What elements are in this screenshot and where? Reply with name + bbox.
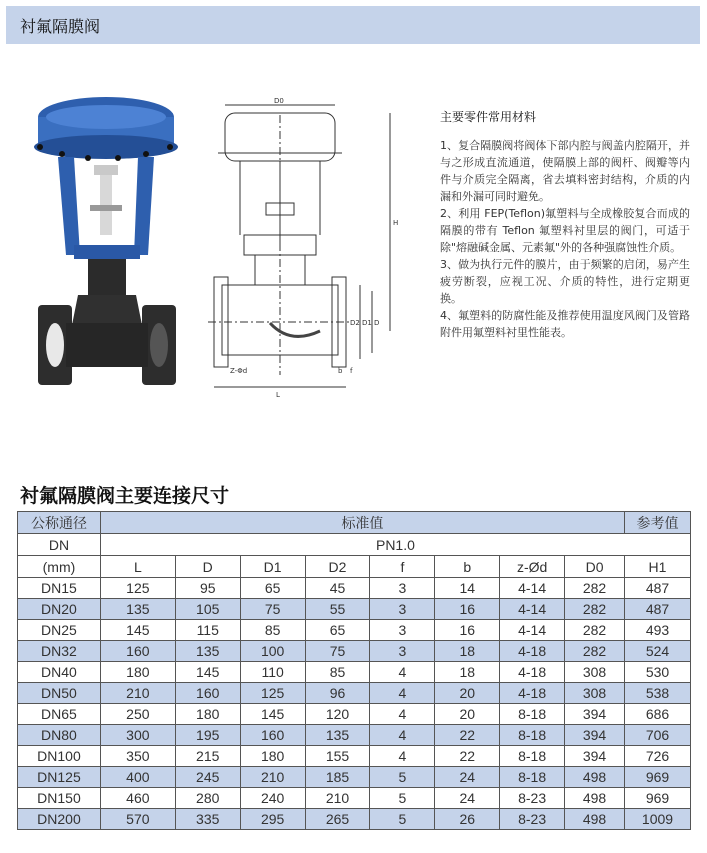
column-header: L xyxy=(100,556,175,578)
table-cell: 160 xyxy=(100,641,175,662)
column-header: z-Ød xyxy=(500,556,565,578)
table-cell: 5 xyxy=(370,809,435,830)
table-cell: 135 xyxy=(305,725,370,746)
table-row xyxy=(18,683,691,704)
dimension-drawing xyxy=(200,95,420,405)
table-cell: 20 xyxy=(435,704,500,725)
table-cell: 3 xyxy=(370,578,435,599)
table-cell: 65 xyxy=(305,620,370,641)
materials-paragraph: 2、利用 FEP(Teflon)氟塑料与全成橡胶复合而成的隔膜的带有 Teflon 氟塑料衬里层的阀门，可适于除"熔融碱金属、元素氟"外的各种强腐蚀性介质。 xyxy=(440,207,690,254)
table-cell: 8-18 xyxy=(500,767,565,788)
materials-paragraph: 4、氟塑料的防腐性能及推荐使用温度风阀门及管路附件用氟塑料衬里性能表。 xyxy=(440,309,690,339)
d-label: D xyxy=(374,319,380,327)
column-header: H1 xyxy=(624,556,690,578)
table-cell: 145 xyxy=(240,704,305,725)
standard-header: 标准值 xyxy=(100,512,624,534)
table-cell: 8-18 xyxy=(500,746,565,767)
table-cell: 538 xyxy=(624,683,690,704)
table-cell: 4 xyxy=(370,725,435,746)
table-cell: 4-18 xyxy=(500,683,565,704)
table-cell: 180 xyxy=(175,704,240,725)
table-row xyxy=(18,599,691,620)
table-cell: 4-14 xyxy=(500,620,565,641)
table-cell: 4-14 xyxy=(500,578,565,599)
table-cell: 282 xyxy=(565,599,625,620)
table-cell: 4 xyxy=(370,746,435,767)
d1-label: D1 xyxy=(362,319,372,327)
table-cell: 210 xyxy=(305,788,370,809)
table-cell: 20 xyxy=(435,683,500,704)
table-cell: 280 xyxy=(175,788,240,809)
table-cell: 282 xyxy=(565,641,625,662)
table-cell: 498 xyxy=(565,788,625,809)
table-cell: 394 xyxy=(565,725,625,746)
table-cell: 75 xyxy=(305,641,370,662)
table-cell: 22 xyxy=(435,725,500,746)
table-cell: 95 xyxy=(175,578,240,599)
table-cell: 18 xyxy=(435,641,500,662)
table-cell: 487 xyxy=(624,578,690,599)
column-header: f xyxy=(370,556,435,578)
table-cell: 4-18 xyxy=(500,662,565,683)
table-row xyxy=(18,746,691,767)
table-cell: 394 xyxy=(565,746,625,767)
table-cell: 160 xyxy=(175,683,240,704)
table-cell: 969 xyxy=(624,788,690,809)
column-header: b xyxy=(435,556,500,578)
table-row xyxy=(18,767,691,788)
table-cell: 26 xyxy=(435,809,500,830)
h-label: H xyxy=(393,219,399,227)
table-cell: 85 xyxy=(240,620,305,641)
row-dn-cell: DN200 xyxy=(18,809,101,830)
table-cell: 8-23 xyxy=(500,788,565,809)
row-dn-cell: DN15 xyxy=(18,578,101,599)
b-label: b xyxy=(338,367,343,375)
table-cell: 8-23 xyxy=(500,809,565,830)
table-cell: 16 xyxy=(435,599,500,620)
table-cell: 100 xyxy=(240,641,305,662)
table-cell: 530 xyxy=(624,662,690,683)
table-cell: 1009 xyxy=(624,809,690,830)
table-cell: 180 xyxy=(100,662,175,683)
table-cell: 210 xyxy=(100,683,175,704)
table-cell: 115 xyxy=(175,620,240,641)
row-dn-cell: DN100 xyxy=(18,746,101,767)
table-cell: 210 xyxy=(240,767,305,788)
table-cell: 460 xyxy=(100,788,175,809)
valve-photo xyxy=(18,95,193,405)
table-cell: 180 xyxy=(240,746,305,767)
table-cell: 75 xyxy=(240,599,305,620)
row-dn-cell: DN125 xyxy=(18,767,101,788)
table-cell: 350 xyxy=(100,746,175,767)
table-row xyxy=(18,788,691,809)
table-cell: 308 xyxy=(565,662,625,683)
table-row xyxy=(18,704,691,725)
table-cell: 8-18 xyxy=(500,704,565,725)
nominal-header-dn: DN xyxy=(18,534,101,556)
table-cell: 300 xyxy=(100,725,175,746)
reference-header: 参考值 xyxy=(624,512,690,534)
table-cell: 85 xyxy=(305,662,370,683)
table-row xyxy=(18,620,691,641)
table-cell: 185 xyxy=(305,767,370,788)
table-cell: 8-18 xyxy=(500,725,565,746)
table-row xyxy=(18,641,691,662)
table-cell: 22 xyxy=(435,746,500,767)
table-cell: 145 xyxy=(100,620,175,641)
table-row xyxy=(18,809,691,830)
d2-label: D2 xyxy=(350,319,360,327)
dimension-table xyxy=(17,511,691,830)
table-cell: 145 xyxy=(175,662,240,683)
table-cell: 4 xyxy=(370,704,435,725)
table-cell: 24 xyxy=(435,788,500,809)
materials-heading: 主要零件常用材料 xyxy=(440,110,537,124)
row-dn-cell: DN80 xyxy=(18,725,101,746)
table-cell: 969 xyxy=(624,767,690,788)
table-cell: 3 xyxy=(370,641,435,662)
table-cell: 24 xyxy=(435,767,500,788)
table-title: 衬氟隔膜阀主要连接尺寸 xyxy=(20,485,230,507)
table-cell: 18 xyxy=(435,662,500,683)
table-cell: 4-14 xyxy=(500,599,565,620)
table-cell: 308 xyxy=(565,683,625,704)
table-row xyxy=(18,578,691,599)
table-row xyxy=(18,662,691,683)
table-cell: 245 xyxy=(175,767,240,788)
table-cell: 135 xyxy=(175,641,240,662)
table-cell: 16 xyxy=(435,620,500,641)
table-cell: 4-18 xyxy=(500,641,565,662)
table-cell: 282 xyxy=(565,578,625,599)
table-cell: 498 xyxy=(565,767,625,788)
materials-paragraph: 3、做为执行元件的膜片，由于频繁的启闭，易产生疲劳断裂，应视工况、介质的特性，进行定期更换。 xyxy=(440,258,690,305)
table-cell: 135 xyxy=(100,599,175,620)
nominal-header: 公称通径 xyxy=(18,512,101,534)
materials-paragraph: 1、复合隔膜阀将阀体下部内腔与阀盖内腔隔开，并与之形成直流通道，使隔膜上部的阀杆、阀瓣等内件与介质完全隔离，省去填料密封结构，介质的内漏和外漏可同时避免。 xyxy=(440,139,690,203)
table-cell: 5 xyxy=(370,788,435,809)
title-bar xyxy=(6,6,700,44)
column-header: D1 xyxy=(240,556,305,578)
table-cell: 155 xyxy=(305,746,370,767)
table-cell: 14 xyxy=(435,578,500,599)
row-dn-cell: DN40 xyxy=(18,662,101,683)
zd-label: Z-Φd xyxy=(230,367,248,375)
table-cell: 524 xyxy=(624,641,690,662)
table-cell: 240 xyxy=(240,788,305,809)
row-dn-cell: DN65 xyxy=(18,704,101,725)
table-cell: 3 xyxy=(370,620,435,641)
column-header: D2 xyxy=(305,556,370,578)
table-cell: 160 xyxy=(240,725,305,746)
table-cell: 55 xyxy=(305,599,370,620)
l-label: L xyxy=(276,391,280,399)
table-cell: 4 xyxy=(370,683,435,704)
materials-section xyxy=(440,108,690,341)
table-cell: 706 xyxy=(624,725,690,746)
table-cell: 45 xyxy=(305,578,370,599)
table-cell: 3 xyxy=(370,599,435,620)
table-cell: 65 xyxy=(240,578,305,599)
table-cell: 487 xyxy=(624,599,690,620)
f-label: f xyxy=(350,367,353,375)
row-dn-cell: DN50 xyxy=(18,683,101,704)
row-dn-cell: DN25 xyxy=(18,620,101,641)
row-dn-cell: DN32 xyxy=(18,641,101,662)
table-cell: 125 xyxy=(100,578,175,599)
table-cell: 250 xyxy=(100,704,175,725)
table-cell: 265 xyxy=(305,809,370,830)
table-cell: 295 xyxy=(240,809,305,830)
table-cell: 125 xyxy=(240,683,305,704)
page-title: 衬氟隔膜阀 xyxy=(20,17,101,36)
table-cell: 394 xyxy=(565,704,625,725)
nominal-header-unit: (mm) xyxy=(18,556,101,578)
table-cell: 335 xyxy=(175,809,240,830)
d0-label: D0 xyxy=(274,97,284,105)
table-cell: 282 xyxy=(565,620,625,641)
table-cell: 105 xyxy=(175,599,240,620)
table-cell: 195 xyxy=(175,725,240,746)
column-header: D xyxy=(175,556,240,578)
table-cell: 96 xyxy=(305,683,370,704)
table-cell: 400 xyxy=(100,767,175,788)
table-row xyxy=(18,725,691,746)
table-cell: 4 xyxy=(370,662,435,683)
pressure-header: PN1.0 xyxy=(100,534,690,556)
table-cell: 110 xyxy=(240,662,305,683)
column-header: D0 xyxy=(565,556,625,578)
table-cell: 5 xyxy=(370,767,435,788)
row-dn-cell: DN150 xyxy=(18,788,101,809)
table-cell: 493 xyxy=(624,620,690,641)
row-dn-cell: DN20 xyxy=(18,599,101,620)
table-cell: 120 xyxy=(305,704,370,725)
table-cell: 215 xyxy=(175,746,240,767)
table-cell: 498 xyxy=(565,809,625,830)
table-cell: 570 xyxy=(100,809,175,830)
table-cell: 686 xyxy=(624,704,690,725)
table-cell: 726 xyxy=(624,746,690,767)
